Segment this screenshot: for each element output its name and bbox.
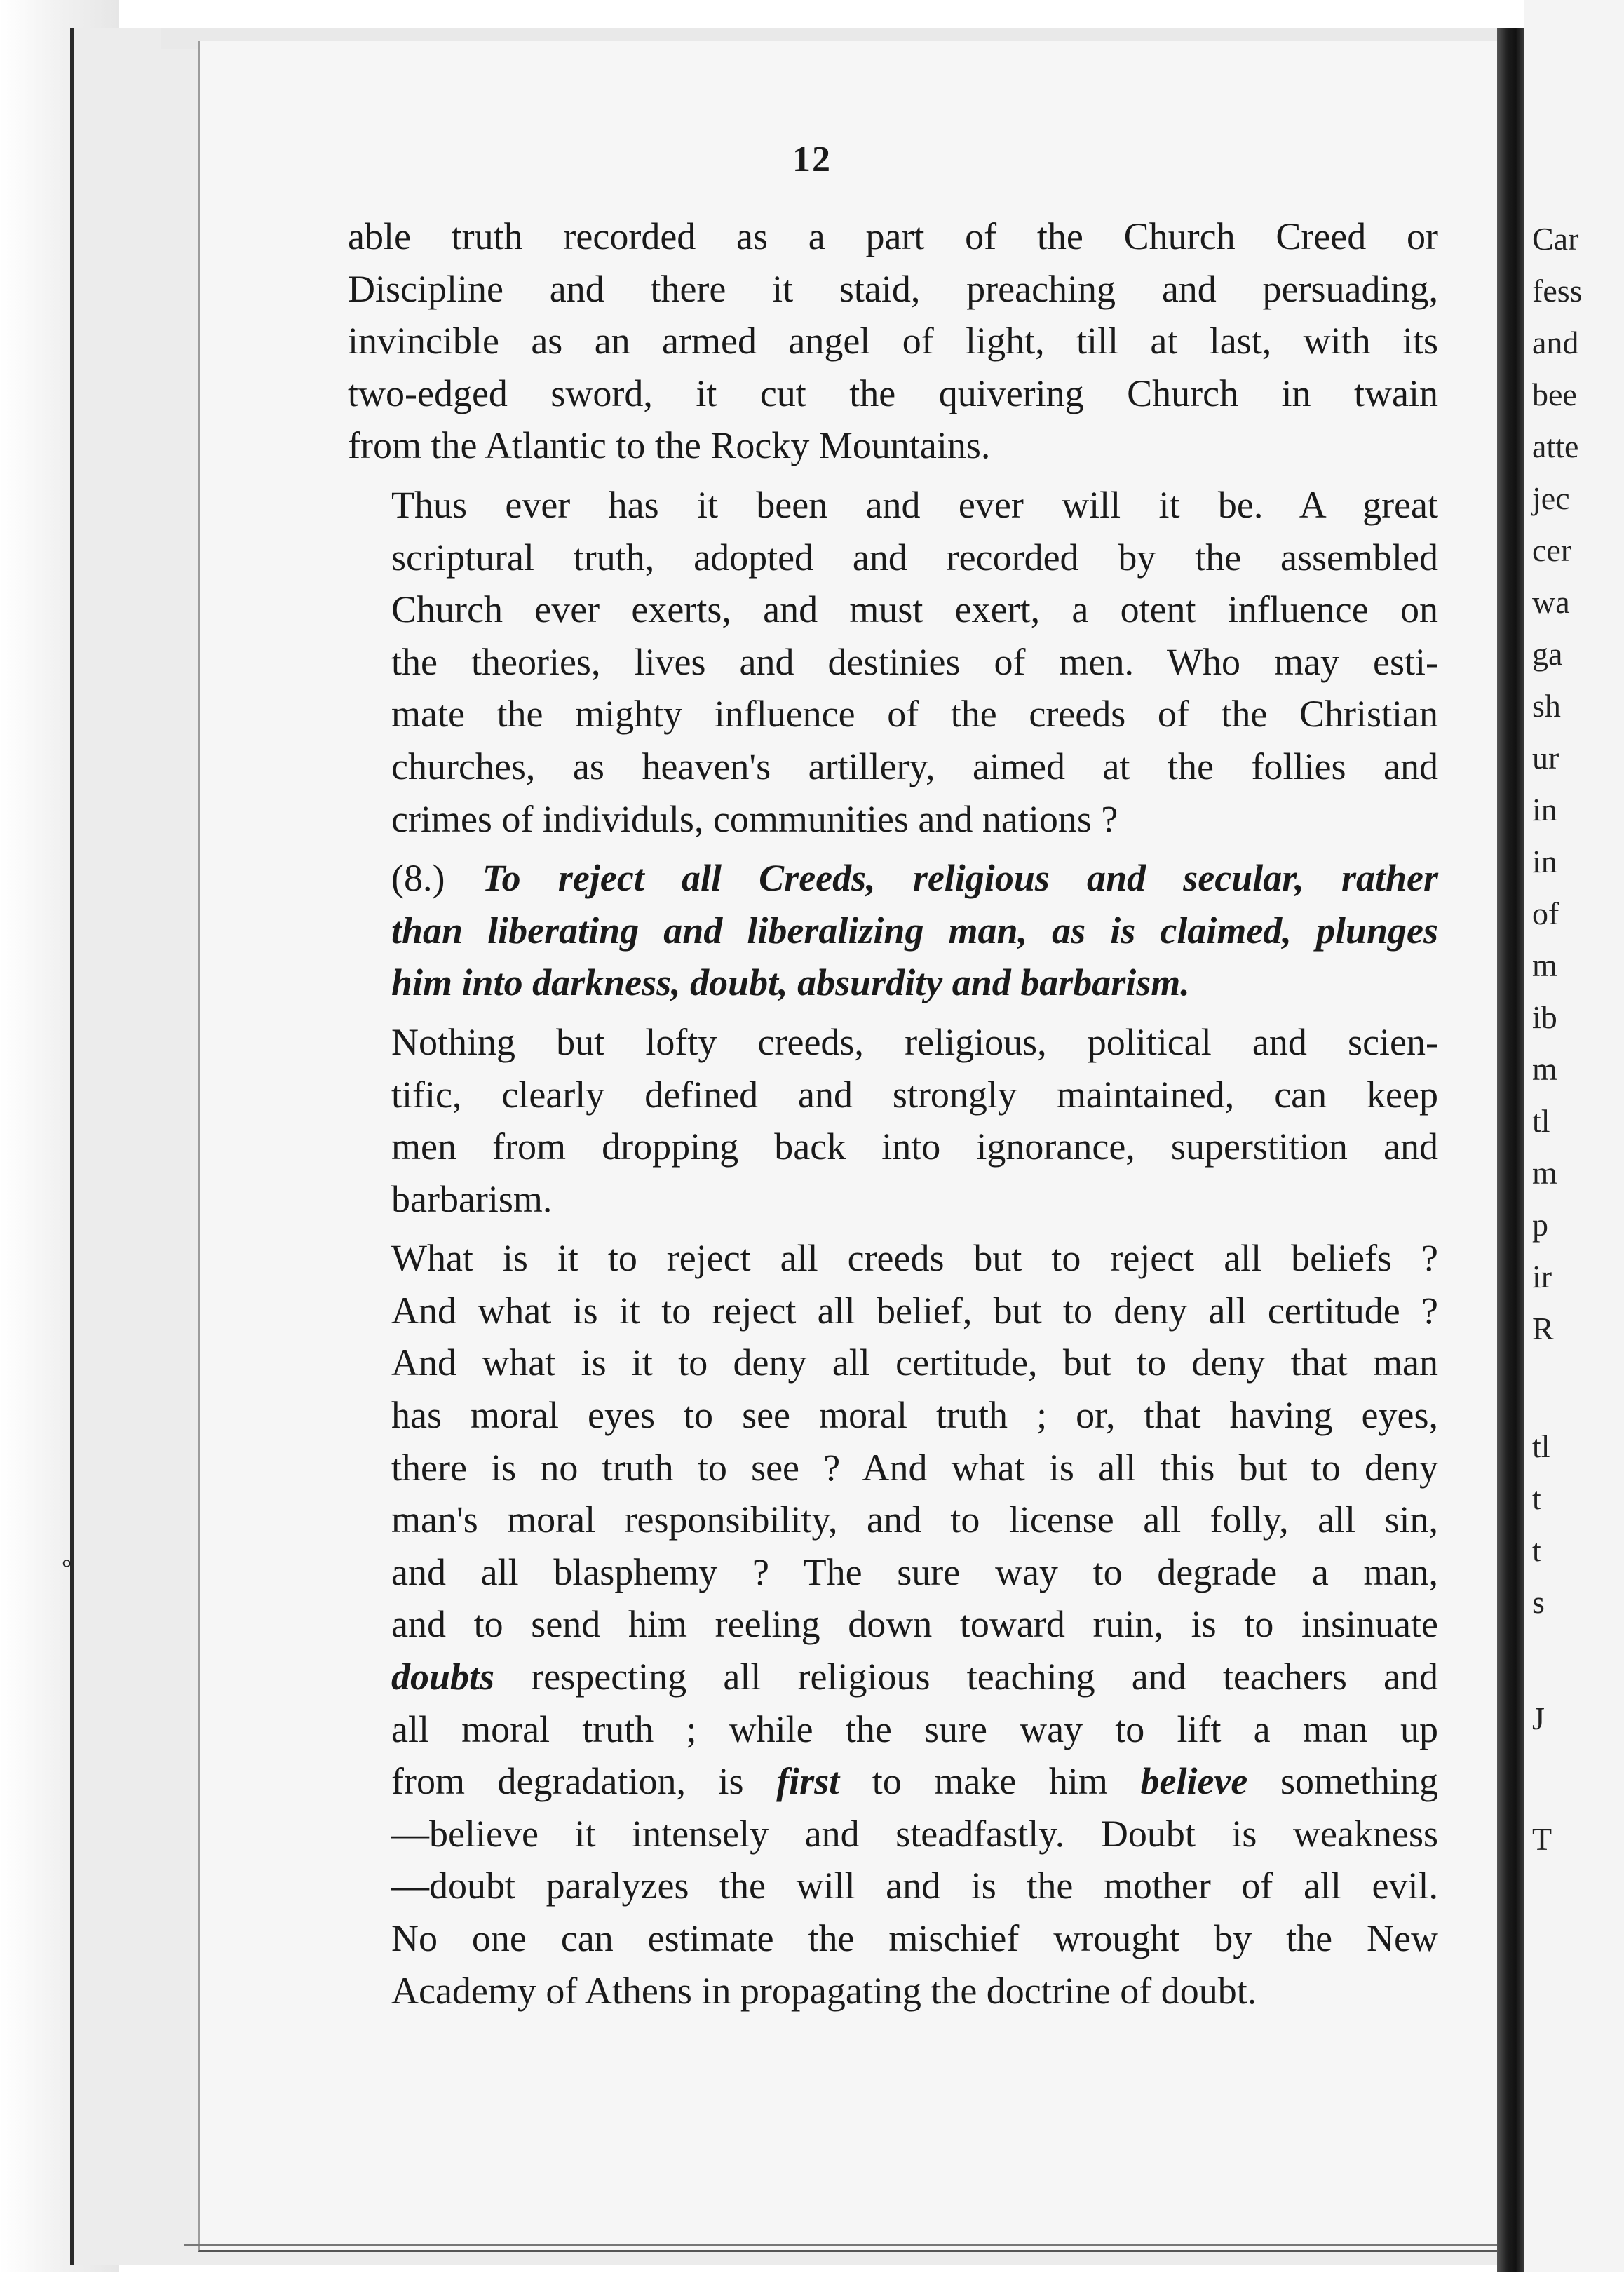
- text-run: men from dropping back into ignorance, superstition and: [391, 1125, 1438, 1168]
- text-line: [348, 741, 1438, 793]
- text-run: And what is it to reject all belief, but to deny all certitude ?: [391, 1289, 1438, 1332]
- facing-page-fragment: ir: [1532, 1259, 1552, 1294]
- text-run: from degradation, is: [391, 1760, 777, 1803]
- text-line: [348, 905, 1438, 957]
- text-run: Church ever exerts, and must exert, a otent influence on: [391, 588, 1438, 631]
- text-line: [348, 479, 1438, 532]
- emphasis-run: him into darkness, doubt, absurdity and barbarism.: [391, 961, 1190, 1004]
- paragraph: [348, 210, 1438, 472]
- text-run: and all blasphemy ? The sure way to degrade a man,: [391, 1550, 1438, 1593]
- page-body: [348, 210, 1438, 2024]
- book-gutter: [1497, 28, 1524, 2272]
- text-run: mate the mighty influence of the creeds of the Christian: [391, 693, 1438, 736]
- text-line: [348, 1703, 1438, 1756]
- facing-page-fragment: s: [1532, 1584, 1545, 1620]
- emphasis-run: doubts: [391, 1656, 495, 1698]
- facing-page-fragment: m: [1532, 947, 1557, 983]
- paragraph: [348, 852, 1438, 1009]
- text-run: the theories, lives and destinies of men. Who may esti-: [391, 640, 1438, 683]
- facing-page-fragment: and: [1532, 325, 1579, 360]
- text-line: [348, 1598, 1438, 1651]
- text-line: [348, 852, 1438, 905]
- text-line: [348, 1121, 1438, 1173]
- facing-page-fragment: R: [1532, 1311, 1554, 1346]
- text-line: [348, 315, 1438, 367]
- text-run: —doubt paralyzes the will and is the mother of all evil.: [391, 1865, 1438, 1907]
- text-run: tific, clearly defined and strongly maintained, can keep: [391, 1073, 1438, 1116]
- text-run: scriptural truth, adopted and recorded by the assembled: [391, 536, 1438, 579]
- text-line: [348, 263, 1438, 316]
- text-run: crimes of individuls, communities and nations ?: [391, 797, 1118, 840]
- text-line: [348, 1965, 1438, 2017]
- text-run: there is no truth to see ? And what is all this but to deny: [391, 1446, 1438, 1489]
- facing-page-fragment: t: [1532, 1480, 1541, 1516]
- facing-page-fragment: J: [1532, 1700, 1545, 1736]
- text-line: [348, 210, 1438, 263]
- text-run: something: [1247, 1760, 1438, 1803]
- text-line: [348, 1389, 1438, 1442]
- text-run: all moral truth ; while the sure way to lift a man up: [391, 1708, 1438, 1750]
- text-line: [348, 1442, 1438, 1494]
- facing-page: [1524, 0, 1624, 2272]
- text-line: [348, 1808, 1438, 1860]
- text-run: Thus ever has it been and ever will it be. A great: [391, 483, 1438, 526]
- facing-page-fragment: tl: [1532, 1428, 1550, 1464]
- text-run: respecting all religious teaching and teachers and: [494, 1656, 1438, 1698]
- facing-page-fragment: ib: [1532, 999, 1557, 1035]
- facing-page-fragment: cer: [1532, 532, 1572, 568]
- text-run: invincible as an armed angel of light, till at last, with its: [348, 320, 1438, 363]
- facing-page-fragment: in: [1532, 844, 1557, 879]
- text-line: [348, 688, 1438, 741]
- text-line: [348, 583, 1438, 636]
- facing-page-fragment: T: [1532, 1821, 1552, 1857]
- text-run: Discipline and there it staid, preaching and persuading,: [348, 267, 1438, 310]
- text-line: [348, 1173, 1438, 1226]
- facing-page-fragment: ga: [1532, 636, 1563, 672]
- facing-page-fragment: sh: [1532, 688, 1561, 724]
- text-run: —believe it intensely and steadfastly. Doubt is weakness: [391, 1812, 1438, 1855]
- text-run: from the Atlantic to the Rocky Mountains.: [348, 424, 991, 467]
- text-run: No one can estimate the mischief wrought by the New: [391, 1917, 1438, 1959]
- facing-page-fragment: p: [1532, 1207, 1548, 1243]
- text-line: [348, 636, 1438, 689]
- text-run: two-edged sword, it cut the quivering Church in twain: [348, 372, 1438, 414]
- paragraph: [348, 1232, 1438, 2017]
- facing-page-fragment: jec: [1532, 480, 1570, 516]
- facing-page-fragment: m: [1532, 1051, 1557, 1087]
- text-run: able truth recorded as a part of the Church Creed or: [348, 215, 1438, 257]
- facing-page-fragment: tl: [1532, 1103, 1550, 1139]
- text-run: and to send him reeling down toward ruin, is to insinuate: [391, 1603, 1438, 1646]
- text-run: And what is it to deny all certitude, but to deny that man: [391, 1341, 1438, 1384]
- text-line: [348, 1651, 1438, 1703]
- text-line: [348, 1069, 1438, 1121]
- text-line: [348, 367, 1438, 420]
- paragraph: [348, 1016, 1438, 1225]
- facing-page-fragment: Car: [1532, 221, 1579, 257]
- text-line: [348, 1016, 1438, 1069]
- text-run: Nothing but lofty creeds, religious, political and scien-: [391, 1020, 1438, 1063]
- facing-page-fragment: atte: [1532, 428, 1579, 464]
- text-run: churches, as heaven's artillery, aimed at the follies and: [391, 745, 1438, 787]
- emphasis-run: To reject all Creeds, religious and secular, rather: [482, 857, 1438, 900]
- text-line: [348, 1285, 1438, 1337]
- text-line: [348, 1337, 1438, 1389]
- facing-page-fragment: fess: [1532, 273, 1583, 309]
- text-line: [348, 956, 1438, 1009]
- facing-page-fragment: m: [1532, 1155, 1557, 1191]
- text-line: [348, 1860, 1438, 1912]
- text-line: [348, 1546, 1438, 1599]
- scan-speck: °: [62, 1554, 72, 1582]
- emphasis-run: than liberating and liberalizing man, as is claimed, plunges: [391, 909, 1438, 952]
- facing-page-fragment: in: [1532, 792, 1557, 827]
- facing-page-fragment: wa: [1532, 584, 1570, 620]
- text-line: [348, 419, 1438, 472]
- text-run: (8.): [391, 857, 482, 900]
- text-run: barbarism.: [391, 1177, 553, 1220]
- text-run: to make him: [839, 1760, 1141, 1803]
- facing-page-fragment: ur: [1532, 740, 1559, 776]
- text-line: [348, 1912, 1438, 1965]
- text-line: [348, 1755, 1438, 1808]
- page-edge-lines: [184, 2076, 1502, 2246]
- text-line: [348, 532, 1438, 584]
- text-run: has moral eyes to see moral truth ; or, that having eyes,: [391, 1394, 1438, 1437]
- emphasis-run: believe: [1140, 1760, 1248, 1803]
- facing-page-fragment: bee: [1532, 377, 1577, 412]
- paragraph: [348, 479, 1438, 845]
- text-run: Academy of Athens in propagating the doctrine of doubt.: [391, 1969, 1257, 2012]
- page-number: 12: [792, 140, 832, 180]
- facing-page-fragment: t: [1532, 1532, 1541, 1568]
- facing-page-fragment: of: [1532, 895, 1559, 931]
- text-run: man's moral responsibility, and to license all folly, all sin,: [391, 1499, 1438, 1541]
- text-line: [348, 1232, 1438, 1285]
- text-line: [348, 1494, 1438, 1546]
- text-run: What is it to reject all creeds but to reject all beliefs ?: [391, 1237, 1438, 1280]
- emphasis-run: first: [776, 1760, 840, 1803]
- text-line: [348, 793, 1438, 846]
